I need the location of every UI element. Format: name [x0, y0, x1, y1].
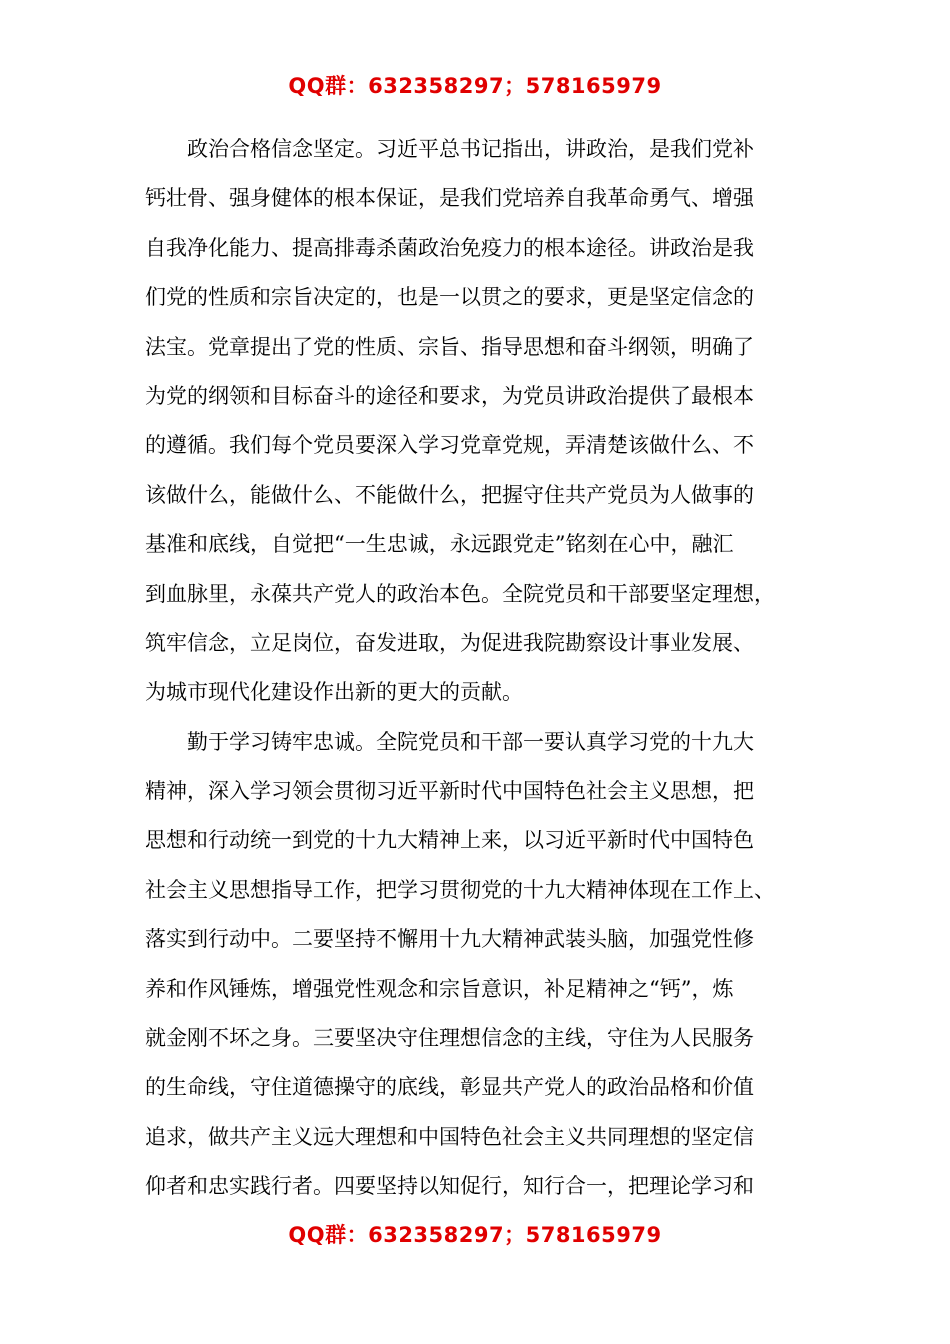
- text-line: 的生命线，守住道德操守的底线，彰显共产党人的政治品格和价值: [145, 1075, 754, 1100]
- text-line: 落实到行动中。二要坚持不懈用十九大精神武装头脑，加强党性修: [145, 927, 754, 952]
- text-line: 追求，做共产主义远大理想和中国特色社会主义共同理想的坚定信: [145, 1124, 754, 1149]
- text-line: 们党的性质和宗旨决定的，也是一以贯之的要求，更是坚定信念的: [145, 285, 754, 310]
- document-body: [145, 125, 830, 1212]
- text-line: 政治合格信念坚定。习近平总书记指出，讲政治，是我们党补: [145, 137, 754, 161]
- text-line: 基准和底线，自觉把“一生忠诚，永远跟党走”铭刻在心中，融汇: [145, 532, 734, 557]
- text-line: 钙壮骨、强身健体的根本保证，是我们党培养自我革命勇气、增强: [145, 186, 754, 211]
- text-line: 就金刚不坏之身。三要坚决守住理想信念的主线，守住为人民服务: [145, 1026, 754, 1051]
- text-line: 自我净化能力、提高排毒杀菌政治免疫力的根本途径。讲政治是我: [145, 235, 754, 260]
- text-line: 筑牢信念，立足岗位，奋发进取，为促进我院勘察设计事业发展、: [145, 630, 754, 655]
- text-line: 思想和行动统一到党的十九大精神上来，以习近平新时代中国特色: [145, 828, 754, 853]
- qq-group-footer: QQ群：632358297；578165979: [288, 1223, 662, 1247]
- text-line: 精神，深入学习领会贯彻习近平新时代中国特色社会主义思想，把: [145, 779, 754, 804]
- text-line: 法宝。党章提出了党的性质、宗旨、指导思想和奋斗纲领，明确了: [145, 334, 754, 359]
- paragraph-diligent-learning: [145, 718, 830, 1212]
- qq-group-header: QQ群：632358297；578165979: [288, 74, 662, 98]
- text-line: 到血脉里，永葆共产党人的政治本色。全院党员和干部要坚定理想，: [145, 581, 775, 606]
- text-line: 社会主义思想指导工作，把学习贯彻党的十九大精神体现在工作上、: [145, 877, 775, 902]
- text-line: 养和作风锤炼，增强党性观念和宗旨意识，补足精神之“钙”，炼: [145, 976, 734, 1001]
- text-line: 勤于学习铸牢忠诚。全院党员和干部一要认真学习党的十九大: [145, 729, 754, 754]
- text-line: 仰者和忠实践行者。四要坚持以知促行，知行合一，把理论学习和: [145, 1174, 754, 1199]
- text-line: 该做什么，能做什么、不能做什么，把握守住共产党员为人做事的: [145, 482, 754, 507]
- text-line: 为党的纲领和目标奋斗的途径和要求，为党员讲政治提供了最根本: [145, 383, 754, 408]
- text-line: 的遵循。我们每个党员要深入学习党章党规，弄清楚该做什么、不: [145, 433, 754, 458]
- paragraph-political-qualification: [145, 125, 830, 718]
- text-line: 为城市现代化建设作出新的更大的贡献。: [145, 680, 523, 705]
